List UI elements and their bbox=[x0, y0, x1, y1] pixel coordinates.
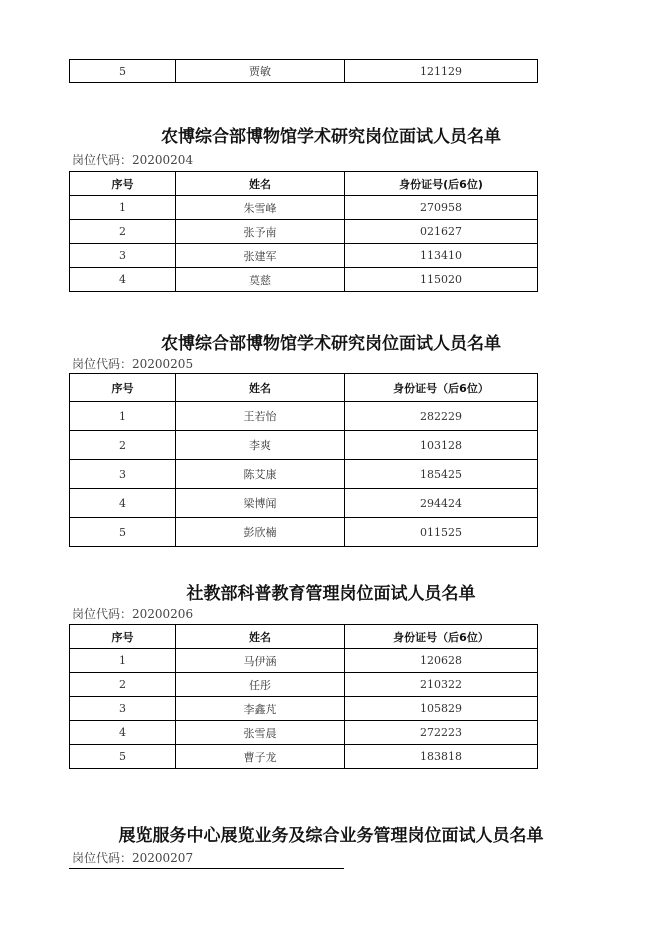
table-row bbox=[70, 697, 538, 721]
table-row bbox=[70, 244, 538, 268]
table-header-row bbox=[70, 625, 538, 649]
row-id: 294424 bbox=[345, 489, 538, 518]
row-id: 120628 bbox=[345, 649, 538, 673]
row-name: 梁博闻 bbox=[176, 489, 345, 518]
row-name: 朱雪峰 bbox=[176, 196, 345, 220]
row-id: 103128 bbox=[345, 431, 538, 460]
row-name: 张雪晨 bbox=[176, 721, 345, 745]
header-id: 身份证号(后6位) bbox=[345, 172, 538, 196]
row-name: 莫慈 bbox=[176, 268, 345, 292]
row-id: 282229 bbox=[345, 402, 538, 431]
row-id: 121129 bbox=[345, 60, 538, 83]
row-number: 2 bbox=[70, 220, 176, 244]
row-name: 张予南 bbox=[176, 220, 345, 244]
header-number: 序号 bbox=[70, 625, 176, 649]
header-name: 姓名 bbox=[176, 172, 345, 196]
row-name: 王若怡 bbox=[176, 402, 345, 431]
table-header-row bbox=[70, 374, 538, 402]
table-row bbox=[70, 673, 538, 697]
header-id: 身份证号（后6位） bbox=[345, 374, 538, 402]
row-name: 李爽 bbox=[176, 431, 345, 460]
row-number: 1 bbox=[70, 196, 176, 220]
table-row bbox=[70, 60, 538, 83]
position-code: 岗位代码：20200205 bbox=[72, 357, 194, 371]
table-row bbox=[70, 649, 538, 673]
position-code: 岗位代码：20200204 bbox=[72, 153, 194, 167]
row-number: 4 bbox=[70, 721, 176, 745]
table-row bbox=[70, 460, 538, 489]
table-row bbox=[70, 220, 538, 244]
row-number: 3 bbox=[70, 460, 176, 489]
row-name: 马伊涵 bbox=[176, 649, 345, 673]
row-id: 272223 bbox=[345, 721, 538, 745]
position-code: 岗位代码：20200206 bbox=[72, 607, 194, 621]
row-id: 105829 bbox=[345, 697, 538, 721]
row-id: 185425 bbox=[345, 460, 538, 489]
header-number: 序号 bbox=[70, 374, 176, 402]
row-number: 2 bbox=[70, 673, 176, 697]
section-title: 展览服务中心展览业务及综合业务管理岗位面试人员名单 bbox=[118, 826, 544, 846]
row-number: 5 bbox=[70, 518, 176, 547]
row-id: 270958 bbox=[345, 196, 538, 220]
candidate-table bbox=[69, 624, 538, 769]
table-top-border bbox=[69, 868, 344, 869]
table-row bbox=[70, 431, 538, 460]
candidate-table bbox=[69, 171, 538, 292]
row-name: 任彤 bbox=[176, 673, 345, 697]
section-title: 农博综合部博物馆学术研究岗位面试人员名单 bbox=[161, 334, 501, 354]
row-number: 5 bbox=[70, 745, 176, 769]
table-row bbox=[70, 268, 538, 292]
row-name: 贾敏 bbox=[176, 60, 345, 83]
row-name: 彭欣楠 bbox=[176, 518, 345, 547]
header-name: 姓名 bbox=[176, 625, 345, 649]
row-id: 021627 bbox=[345, 220, 538, 244]
table-row bbox=[70, 745, 538, 769]
row-number: 5 bbox=[70, 60, 176, 83]
row-id: 011525 bbox=[345, 518, 538, 547]
row-number: 1 bbox=[70, 402, 176, 431]
position-code: 岗位代码：20200207 bbox=[72, 851, 194, 865]
table-header-row bbox=[70, 172, 538, 196]
table-row bbox=[70, 518, 538, 547]
table-row bbox=[70, 196, 538, 220]
header-id: 身份证号（后6位） bbox=[345, 625, 538, 649]
row-name: 曹子龙 bbox=[176, 745, 345, 769]
row-id: 210322 bbox=[345, 673, 538, 697]
row-number: 4 bbox=[70, 489, 176, 518]
candidate-table bbox=[69, 373, 538, 547]
row-id: 115020 bbox=[345, 268, 538, 292]
row-number: 1 bbox=[70, 649, 176, 673]
section-title: 农博综合部博物馆学术研究岗位面试人员名单 bbox=[161, 127, 501, 147]
row-number: 3 bbox=[70, 697, 176, 721]
section-title: 社教部科普教育管理岗位面试人员名单 bbox=[186, 584, 476, 604]
row-number: 4 bbox=[70, 268, 176, 292]
row-id: 183818 bbox=[345, 745, 538, 769]
previous-table-tail bbox=[69, 59, 538, 83]
row-name: 陈艾康 bbox=[176, 460, 345, 489]
row-name: 张建军 bbox=[176, 244, 345, 268]
row-number: 3 bbox=[70, 244, 176, 268]
row-id: 113410 bbox=[345, 244, 538, 268]
header-name: 姓名 bbox=[176, 374, 345, 402]
table-row bbox=[70, 489, 538, 518]
table-row bbox=[70, 402, 538, 431]
table-row bbox=[70, 721, 538, 745]
row-number: 2 bbox=[70, 431, 176, 460]
header-number: 序号 bbox=[70, 172, 176, 196]
row-name: 李鑫芃 bbox=[176, 697, 345, 721]
